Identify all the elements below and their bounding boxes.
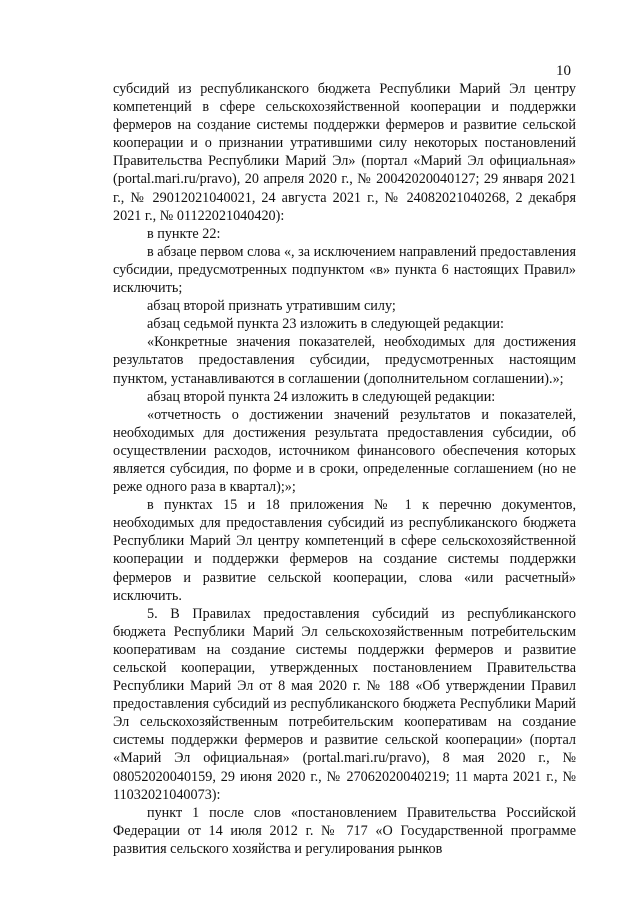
paragraph: 5. В Правилах предоставления субсидий из республиканского бюджета Республики Марий Эл сельскохозяйственным потребительским кооперативам на создание системы поддержки фермеров и развитие сельской кооперации, утвержденных постановлением Правительства Республики Марий Эл от 8 мая 2020 г. № 188 «Об утверждении Правил предоставления субсидий из республиканского бюджета Республики Марий Эл сельскохозяйственным потребительским кооперативам на создание системы поддержки фермеров и развитие сельской кооперации» (портал «Марий Эл официальная» (portal.mari.ru/pravo), 8 мая 2020 г., № 08052020040159, 29 июня 2020 г., № 27062020040219; 11 марта 2021 г., № 11032021040073): (113, 605, 576, 803)
paragraph: пункт 1 после слов «постановлением Правительства Российской Федерации от 14 июля 2012 г. № 717 «О Государственной программе развития сельского хозяйства и регулирования рынков (113, 804, 576, 857)
paragraph: субсидий из республиканского бюджета Республики Марий Эл центру компетенций в сфере сельскохозяйственной кооперации и поддержки фермеров на создание системы поддержки фермеров и развитие сельской кооперации и о признании утратившими силу некоторых постановлений Правительства Республики Марий Эл» (портал «Марий Эл официальная» (portal.mari.ru/pravo), 20 апреля 2020 г., № 20042020040127; 29 января 2021 г., № 29012021040021, 24 августа 2021 г., № 24082021040268, 2 декабря 2021 г., № 01122021040420): (113, 81, 576, 224)
paragraph: в абзаце первом слова «, за исключением направлений предоставления субсидии, предусмотренных подпунктом «в» пункта 6 настоящих Правил» исключить; (113, 243, 576, 297)
paragraph: «отчетность о достижении значений результатов и показателей, необходимых для достижения результата предоставления субсидии, об осуществлении расходов, источником финансового обеспечения которых является субсидия, по форме и в сроки, определенные соглашением (но не реже одного раза в квартал);»; (113, 406, 576, 496)
paragraph: в пункте 22: (147, 225, 221, 242)
page-number: 10 (556, 63, 571, 79)
paragraph: абзац второй пункта 24 изложить в следующей редакции: (147, 388, 496, 405)
document-body (113, 80, 576, 858)
paragraph: абзац седьмой пункта 23 изложить в следующей редакции: (147, 316, 504, 333)
paragraph: абзац второй признать утратившим силу; (147, 298, 396, 315)
paragraph: «Конкретные значения показателей, необходимых для достижения результатов предоставления субсидии, предусмотренных настоящим пунктом, устанавливаются в соглашении (дополнительном соглашении).»; (113, 334, 576, 387)
paragraph: в пунктах 15 и 18 приложения № 1 к перечню документов, необходимых для предоставления субсидий из республиканского бюджета Республики Марий Эл центру компетенций в сфере сельскохозяйственной кооперации и поддержки фермеров на создание системы поддержки фермеров и развитие сельской кооперации, слова «или расчетный» исключить. (113, 497, 576, 604)
